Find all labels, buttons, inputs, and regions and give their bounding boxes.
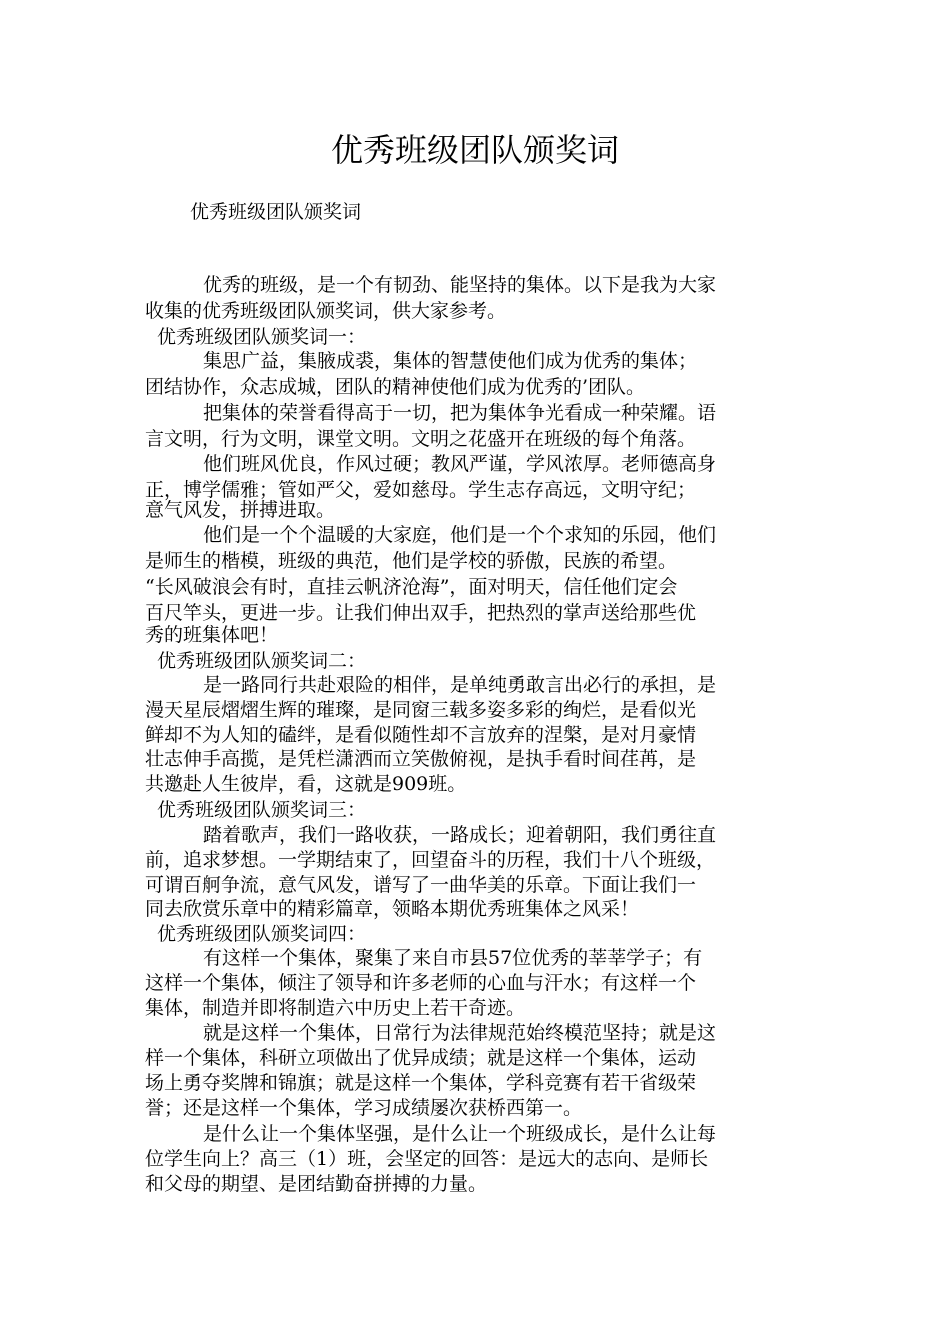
body-line: 场上勇夺奖牌和锦旗；就是这样一个集体，学科竞赛有若干省级荣 bbox=[145, 1072, 697, 1094]
body-line: 漫天星辰熠熠生辉的璀璨，是同窗三载多姿多彩的绚烂，是看似光 bbox=[145, 699, 697, 721]
body-line: 可谓百舸争流，意气风发，谱写了一曲华美的乐章。下面让我们一 bbox=[145, 874, 697, 896]
body-line: 秀的班集体吧！ bbox=[145, 624, 279, 646]
body-line: 和父母的期望、是团结勤奋拼搏的力量。 bbox=[145, 1173, 488, 1195]
body-line: 集体，制造并即将制造六中历史上若干奇迹。 bbox=[145, 997, 526, 1019]
body-line: 誉；还是这样一个集体，学习成绩屡次获桥西第一。 bbox=[145, 1097, 583, 1119]
body-line: 有这样一个集体，聚集了来自市县57位优秀的莘莘学子；有 bbox=[203, 947, 703, 969]
body-line: 把集体的荣誉看得高于一切，把为集体争光看成一种荣耀。语 bbox=[203, 402, 717, 424]
document-title: 优秀班级团队颁奖词 bbox=[330, 131, 619, 169]
body-line: 是什么让一个集体坚强，是什么让一个班级成长，是什么让每 bbox=[203, 1123, 717, 1145]
body-line: 团结协作，众志成城，团队的精神使他们成为优秀的’团队。 bbox=[145, 376, 646, 398]
body-line: 他们是一个个温暖的大家庭，他们是一个个求知的乐园，他们 bbox=[203, 524, 717, 546]
body-line: 踏着歌声，我们一路收获，一路成长；迎着朝阳，我们勇往直 bbox=[203, 824, 717, 846]
body-line: 正，博学儒雅；管如严父，爱如慈母。学生志存高远，文明守纪； bbox=[145, 479, 697, 501]
section-heading: 优秀班级团队颁奖词四： bbox=[157, 923, 367, 945]
section-heading: 优秀班级团队颁奖词三： bbox=[157, 799, 367, 821]
body-line: 前，追求梦想。一学期结束了，回望奋斗的历程，我们十八个班级， bbox=[145, 849, 716, 871]
body-line: 壮志伸手高揽，是凭栏潇洒而立笑傲俯视，是执手看时间荏苒，是 bbox=[145, 748, 697, 770]
body-line: 就是这样一个集体，日常行为法律规范始终模范坚持；就是这 bbox=[203, 1022, 717, 1044]
body-line: 是一路同行共赴艰险的相伴，是单纯勇敢言出必行的承担，是 bbox=[203, 674, 717, 696]
body-line: 样一个集体，科研立项做出了优异成绩；就是这样一个集体，运动 bbox=[145, 1047, 697, 1069]
body-line: 这样一个集体，倾注了领导和许多老师的心血与汗水；有这样一个 bbox=[145, 972, 697, 994]
body-line: 他们班风优良，作风过硬；教风严谨，学风浓厚。老师德高身 bbox=[203, 453, 717, 475]
body-line: “长风破浪会有时，直挂云帆济沧海”，面对明天，信任他们定会 bbox=[145, 576, 678, 598]
body-line: 是师生的楷模，班级的典范，他们是学校的骄傲，民族的希望。 bbox=[145, 550, 678, 572]
body-line: 优秀的班级，是一个有韧劲、能坚持的集体。以下是我为大家 bbox=[203, 274, 717, 296]
body-line: 同去欣赏乐章中的精彩篇章，领略本期优秀班集体之风采！ bbox=[145, 898, 640, 920]
body-line: 意气风发，拼搏进取。 bbox=[145, 499, 336, 521]
body-line: 收集的优秀班级团队颁奖词，供大家参考。 bbox=[145, 300, 507, 322]
body-line: 百尺竿头，更进一步。让我们伸出双手，把热烈的掌声送给那些优 bbox=[145, 602, 697, 624]
section-heading: 优秀班级团队颁奖词一： bbox=[157, 326, 367, 348]
body-line: 共邀赴人生彼岸，看，这就是909班。 bbox=[145, 773, 467, 795]
body-line: 鲜却不为人知的磕绊，是看似随性却不言放弃的涅槃，是对月豪情 bbox=[145, 724, 697, 746]
body-line: 位学生向上？高三（1）班，会坚定的回答：是远大的志向、是师长 bbox=[145, 1148, 709, 1170]
section-heading: 优秀班级团队颁奖词二： bbox=[157, 650, 367, 672]
document-subtitle: 优秀班级团队颁奖词 bbox=[190, 201, 362, 223]
body-line: 言文明，行为文明，课堂文明。文明之花盛开在班级的每个角落。 bbox=[145, 428, 697, 450]
body-line: 集思广益，集腋成裘，集体的智慧使他们成为优秀的集体； bbox=[203, 350, 698, 372]
